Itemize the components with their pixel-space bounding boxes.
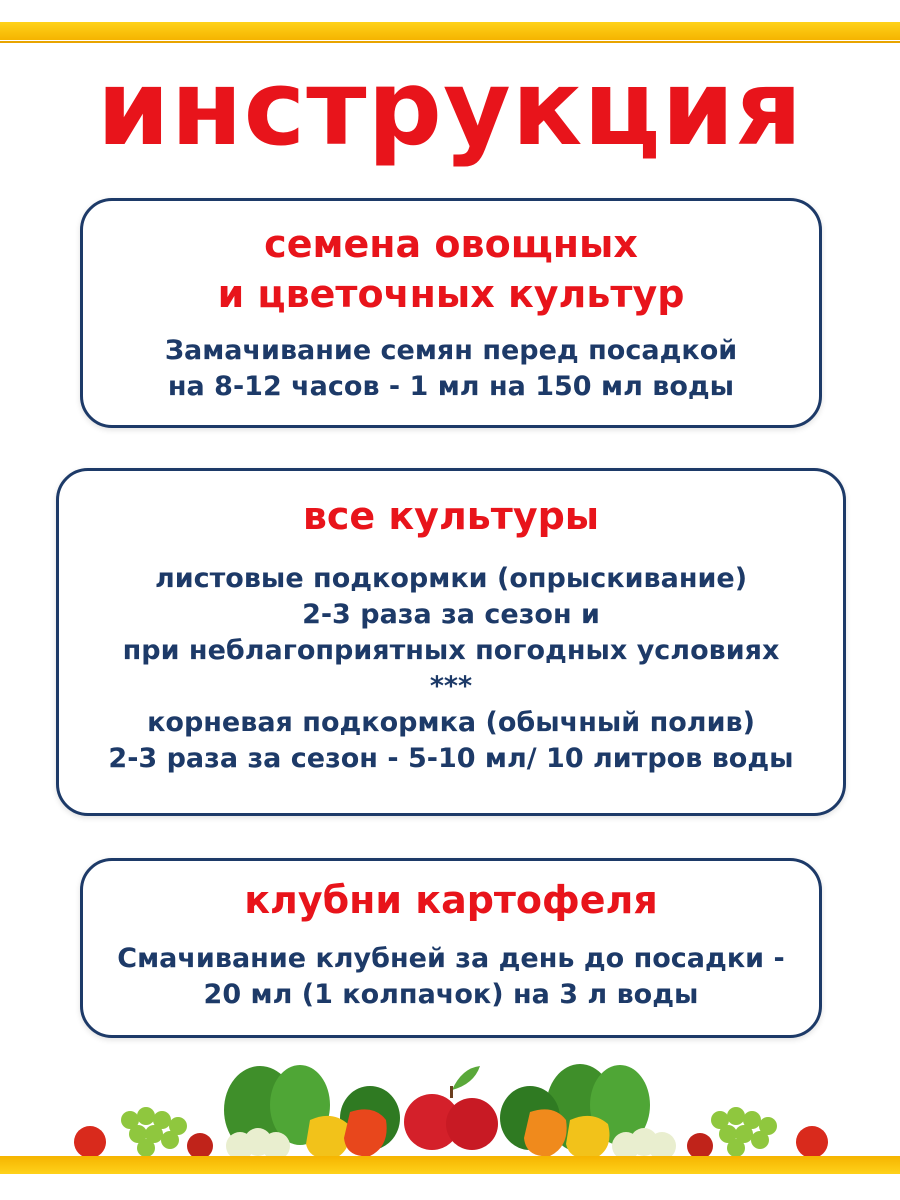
section-potato-tubers <box>80 858 822 1038</box>
apple-icon <box>404 1066 498 1150</box>
grapes-icon <box>711 1107 777 1157</box>
section-heading: семена овощных и цветочных культур <box>217 222 685 316</box>
bottom-yellow-bar <box>0 1156 900 1174</box>
section-text: Смачивание клубней за день до посадки - 20 мл (1 колпачок) на 3 л воды <box>117 943 785 1010</box>
section-text: листовые подкормки (опрыскивание) 2-3 раза за сезон и при неблагоприятных погодных условиях *** корневая подкормка (обычный полив) 2-3 раза за сезон - 5-10 мл/ 10 литров воды <box>108 563 794 774</box>
grapes-icon <box>121 1107 187 1157</box>
section-all-crops <box>56 468 846 816</box>
section-heading: клубни картофеля <box>244 878 658 922</box>
page-title: инструкция <box>96 47 804 169</box>
section-text: Замачивание семян перед посадкой на 8-12 часов - 1 мл на 150 мл воды <box>164 335 738 402</box>
vegetables-illustration <box>60 1050 840 1158</box>
top-yellow-bar <box>0 22 900 40</box>
section-heading: все культуры <box>302 494 600 538</box>
section-seeds <box>80 198 822 428</box>
